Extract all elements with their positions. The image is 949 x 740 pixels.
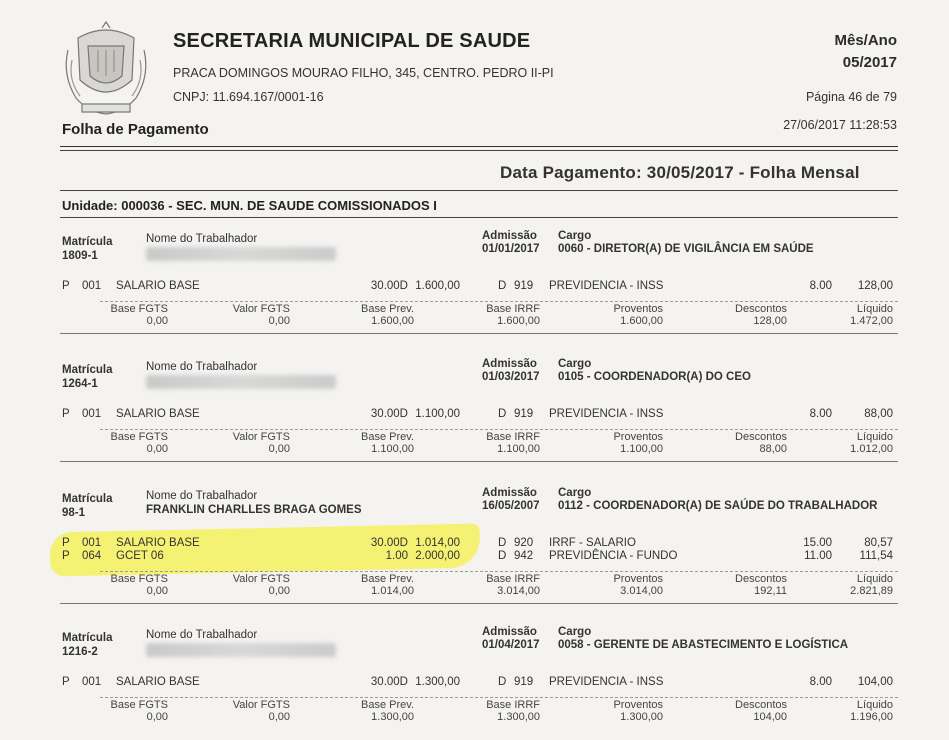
earning-description: SALARIO BASE [116,408,200,420]
proventos-label: Proventos [613,699,663,711]
liquido-value: 1.472,00 [850,315,893,327]
base-fgts-value: 0,00 [146,315,168,327]
liquido-label: Líquido [856,303,893,315]
earning-type: P [62,676,70,688]
base-prev-value: 1.100,00 [371,443,414,455]
liquido-label: Líquido [856,573,893,585]
deduction-description: PREVIDENCIA - INSS [549,280,664,292]
proventos-value: 3.014,00 [620,585,663,597]
deduction-description: PREVIDENCIA - INSS [549,676,664,688]
deduction-code: 919 [514,676,534,688]
unit-divider [60,217,898,218]
valor-fgts-value: 0,00 [268,443,290,455]
base-irrf-value: 3.014,00 [497,585,540,597]
earning-reference: 30.00D [370,676,408,688]
descontos-label: Descontos [735,303,787,315]
deduction-code: 920 [514,537,534,549]
lines-divider [100,697,898,698]
record-divider [60,461,898,462]
base-fgts-value: 0,00 [146,585,168,597]
report-title: Folha de Pagamento [62,121,209,138]
deduction-type: D [498,550,507,562]
organization-address: PRACA DOMINGOS MOURAO FILHO, 345, CENTRO. PEDRO II-PI [173,66,554,80]
cargo-label: Cargo [558,626,592,638]
matricula-label: Matrícula [62,493,113,505]
cargo-label: Cargo [558,230,592,242]
earning-reference: 30.00D [370,280,408,292]
liquido-value: 1.196,00 [850,711,893,723]
descontos-label: Descontos [735,431,787,443]
earning-code: 001 [82,537,102,549]
deduction-code: 942 [514,550,534,562]
base-prev-value: 1.300,00 [371,711,414,723]
earning-reference: 1.00 [385,550,408,562]
admissao-value: 01/04/2017 [482,639,540,651]
descontos-label: Descontos [735,573,787,585]
base-irrf-label: Base IRRF [486,431,540,443]
header-divider-bottom [60,150,898,151]
base-fgts-label: Base FGTS [110,573,168,585]
valor-fgts-value: 0,00 [268,315,290,327]
deduction-description: IRRF - SALARIO [549,537,636,549]
municipal-coat-of-arms-logo [58,20,154,120]
worker-name-redacted [146,643,336,657]
base-prev-value: 1.014,00 [371,585,414,597]
organization-title: SECRETARIA MUNICIPAL DE SAUDE [173,30,531,52]
earning-code: 001 [82,280,102,292]
worker-name-redacted [146,247,336,261]
base-prev-value: 1.600,00 [371,315,414,327]
print-datetime: 27/06/2017 11:28:53 [783,118,897,132]
deduction-reference: 8.00 [809,676,832,688]
deduction-value: 128,00 [857,280,893,292]
record-divider [60,333,898,334]
earning-value: 1.600,00 [415,280,460,292]
valor-fgts-label: Valor FGTS [232,699,290,711]
worker-name-label: Nome do Trabalhador [146,490,258,502]
page-number: Página 46 de 79 [805,90,897,104]
base-fgts-value: 0,00 [146,711,168,723]
base-prev-label: Base Prev. [361,699,414,711]
admissao-label: Admissão [482,626,537,638]
deduction-value: 80,57 [864,537,893,549]
cargo-value: 0058 - GERENTE DE ABASTECIMENTO E LOGÍSTICA [558,639,849,651]
earning-code: 001 [82,676,102,688]
liquido-label: Líquido [856,431,893,443]
valor-fgts-value: 0,00 [268,585,290,597]
proventos-value: 1.100,00 [620,443,663,455]
worker-name-label: Nome do Trabalhador [146,233,258,245]
base-fgts-label: Base FGTS [110,699,168,711]
proventos-label: Proventos [613,431,663,443]
admissao-value: 01/01/2017 [482,243,540,255]
deduction-description: PREVIDENCIA - INSS [549,408,664,420]
descontos-value: 88,00 [759,443,787,455]
base-irrf-label: Base IRRF [486,699,540,711]
matricula-label: Matrícula [62,632,113,644]
cargo-value: 0112 - COORDENADOR(A) DE SAÚDE DO TRABALHADOR [558,500,878,512]
liquido-value: 2.821,89 [850,585,893,597]
matricula-label: Matrícula [62,364,113,376]
deduction-code: 919 [514,408,534,420]
deduction-value: 111,54 [859,550,893,562]
proventos-label: Proventos [613,303,663,315]
base-fgts-label: Base FGTS [110,303,168,315]
admissao-label: Admissão [482,487,537,499]
descontos-value: 128,00 [753,315,787,327]
deduction-type: D [498,408,507,420]
deduction-code: 919 [514,280,534,292]
deduction-type: D [498,280,507,292]
matricula-value: 1264-1 [62,378,98,390]
earning-type: P [62,537,70,549]
record-divider [60,603,898,604]
cargo-label: Cargo [558,487,592,499]
worker-name-redacted [146,375,336,389]
earning-code: 001 [82,408,102,420]
admissao-value: 01/03/2017 [482,371,540,383]
deduction-reference: 15.00 [803,537,832,549]
base-fgts-value: 0,00 [146,443,168,455]
earning-type: P [62,408,70,420]
valor-fgts-value: 0,00 [268,711,290,723]
cargo-value: 0105 - COORDENADOR(A) DO CEO [558,371,751,383]
organization-cnpj: CNPJ: 11.694.167/0001-16 [173,90,324,104]
liquido-value: 1.012,00 [850,443,893,455]
earning-description: SALARIO BASE [116,676,200,688]
admissao-label: Admissão [482,230,537,242]
cargo-label: Cargo [558,358,592,370]
lines-divider [100,429,898,430]
deduction-type: D [498,676,507,688]
earning-value: 2.000,00 [415,550,460,562]
earning-type: P [62,280,70,292]
base-irrf-value: 1.300,00 [497,711,540,723]
earning-value: 1.014,00 [415,537,460,549]
worker-name-label: Nome do Trabalhador [146,361,258,373]
deduction-value: 104,00 [857,676,893,688]
deduction-reference: 11.00 [804,550,832,562]
descontos-value: 104,00 [753,711,787,723]
matricula-value: 1809-1 [62,250,98,262]
valor-fgts-label: Valor FGTS [232,303,290,315]
earning-value: 1.100,00 [415,408,460,420]
mes-ano-label: Mês/Ano [834,32,897,49]
earning-type: P [62,550,70,562]
earning-code: 064 [82,550,102,562]
base-prev-label: Base Prev. [361,431,414,443]
matricula-value: 1216-2 [62,646,98,658]
header-divider-top [60,146,898,147]
payment-date-divider [60,190,898,191]
mes-ano-value: 05/2017 [842,54,897,71]
earning-reference: 30.00D [370,408,408,420]
lines-divider [100,301,898,302]
deduction-value: 88,00 [864,408,893,420]
base-prev-label: Base Prev. [361,573,414,585]
cargo-value: 0060 - DIRETOR(A) DE VIGILÂNCIA EM SAÚDE [558,243,814,255]
base-prev-label: Base Prev. [361,303,414,315]
deduction-reference: 8.00 [809,408,832,420]
deduction-reference: 8.00 [809,280,832,292]
deduction-description: PREVIDÊNCIA - FUNDO [549,550,678,562]
descontos-value: 192,11 [754,585,787,597]
proventos-value: 1.600,00 [620,315,663,327]
valor-fgts-label: Valor FGTS [232,573,290,585]
matricula-value: 98-1 [62,507,86,519]
admissao-label: Admissão [482,358,537,370]
base-irrf-value: 1.600,00 [497,315,540,327]
proventos-label: Proventos [613,573,663,585]
worker-name-label: Nome do Trabalhador [146,629,258,641]
base-irrf-value: 1.100,00 [497,443,540,455]
base-irrf-label: Base IRRF [486,573,540,585]
deduction-type: D [498,537,507,549]
worker-name: FRANKLIN CHARLLES BRAGA GOMES [146,504,362,516]
matricula-label: Matrícula [62,236,113,248]
valor-fgts-label: Valor FGTS [232,431,290,443]
admissao-value: 16/05/2007 [482,500,540,512]
proventos-value: 1.300,00 [620,711,663,723]
descontos-label: Descontos [735,699,787,711]
earning-description: GCET 06 [116,550,164,562]
base-fgts-label: Base FGTS [110,431,168,443]
payment-date-title: Data Pagamento: 30/05/2017 - Folha Mensal [500,163,860,182]
earning-description: SALARIO BASE [116,280,200,292]
earning-value: 1.300,00 [415,676,460,688]
lines-divider [100,571,898,572]
base-irrf-label: Base IRRF [486,303,540,315]
earning-description: SALARIO BASE [116,537,200,549]
liquido-label: Líquido [856,699,893,711]
unit-name: Unidade: 000036 - SEC. MUN. DE SAUDE COMISSIONADOS I [62,198,437,213]
earning-reference: 30.00D [370,537,408,549]
